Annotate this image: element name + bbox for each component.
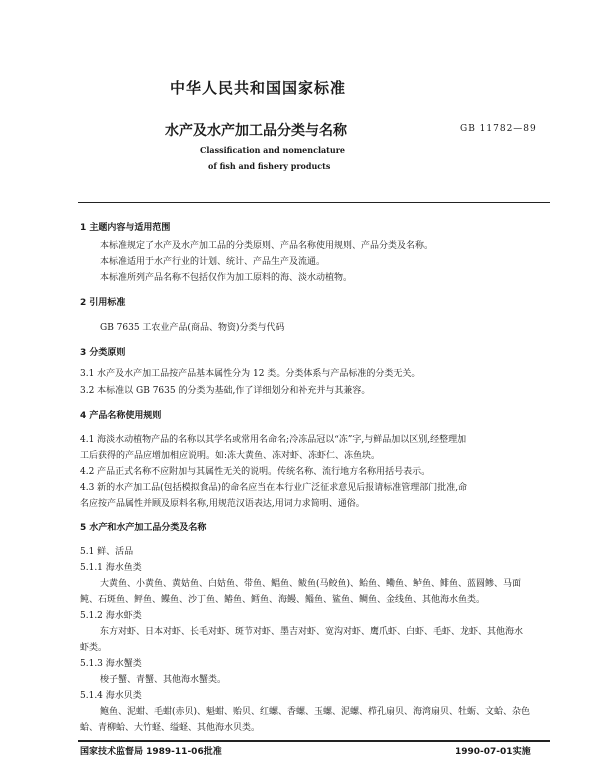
- clause-4-3-line-2: 名应按产品属性并顾及原料名称,用规范汉语表达,用词力求简明、通俗。: [80, 499, 365, 509]
- national-standard-org: 中华人民共和国国家标准: [170, 79, 347, 97]
- header-divider: [78, 202, 550, 203]
- marine-shrimp-list-line-1: 东方对虾、日本对虾、长毛对虾、斑节对虾、墨吉对虾、宽沟对虾、鹰爪虾、白虾、毛虾、龙虾、其他海水: [100, 627, 524, 637]
- clause-5-1-4-heading: 5.1.4 海水贝类: [80, 691, 142, 701]
- section-2-reference: GB 7635 工农业产品(商品、物资)分类与代码: [100, 323, 285, 333]
- clause-4-1-line-2: 工后获得的产品应增加相应说明。如:冻大黄鱼、冻对虾、冻虾仁、冻鱼块。: [80, 451, 381, 461]
- english-title-line2: of fish and fishery products: [208, 161, 331, 171]
- section-5-heading: 5 水产和水产加工品分类及名称: [80, 523, 207, 533]
- clause-5-1-heading: 5.1 鲜、活品: [80, 547, 134, 557]
- standard-code: GB 11782—89: [460, 124, 537, 134]
- marine-shellfish-list-line-1: 鲍鱼、泥蚶、毛蚶(赤贝)、魁蚶、贻贝、红螺、香螺、玉螺、泥螺、栉孔扇贝、海湾扇贝、牡蛎、文蛤、杂色: [100, 707, 531, 717]
- section-1-para-1: 本标准规定了水产及水产加工品的分类原则、产品名称使用规则、产品分类及名称。: [100, 241, 434, 251]
- section-1-para-2: 本标准适用于水产行业的计划、统计、产品生产及流通。: [100, 257, 326, 267]
- approval-date: 国家技术监督局 1989-11-06批准: [80, 747, 222, 757]
- effective-date: 1990-07-01实施: [455, 747, 531, 757]
- marine-crab-list: 梭子蟹、青蟹、其他海水蟹类。: [100, 675, 227, 685]
- marine-fish-list-line-1: 大黄鱼、小黄鱼、黄姑鱼、白姑鱼、带鱼、鲳鱼、鲅鱼(马鲛鱼)、鲐鱼、鳓鱼、鲈鱼、鲱鱼、蓝圆鲹、马面: [100, 579, 522, 589]
- clause-4-3-line-1: 4.3 新的水产加工品(包括模拟食品)的命名应当在本行业广泛征求意见后报请标准管理部门批准,命: [80, 483, 468, 493]
- clause-4-1-line-1: 4.1 海淡水动植物产品的名称以其学名或常用名命名;冷冻品冠以“冻”字,与鲜品加以区别,经整理加: [80, 435, 467, 445]
- document-title: 水产及水产加工品分类与名称: [165, 123, 347, 139]
- english-title-line1: Classification and nomenclature: [200, 145, 345, 155]
- marine-shellfish-list-line-2: 蛤、青柳蛤、大竹蛏、缢蛏、其他海水贝类。: [80, 723, 261, 733]
- section-4-heading: 4 产品名称使用规则: [80, 411, 162, 421]
- section-1-para-3: 本标准所列产品名称不包括仅作为加工原料的海、淡水动植物。: [100, 273, 353, 283]
- clause-5-1-2-heading: 5.1.2 海水虾类: [80, 611, 142, 621]
- clause-5-1-3-heading: 5.1.3 海水蟹类: [80, 659, 142, 669]
- clause-5-1-1-heading: 5.1.1 海水鱼类: [80, 563, 142, 573]
- section-1-heading: 1 主题内容与适用范围: [80, 223, 171, 233]
- clause-4-2: 4.2 产品正式名称不应附加与其属性无关的说明。传统名称、流行地方名称用括号表示。: [80, 467, 431, 477]
- section-2-heading: 2 引用标准: [80, 298, 126, 308]
- section-3-heading: 3 分类原则: [80, 348, 126, 358]
- marine-shrimp-list-line-2: 虾类。: [80, 643, 108, 653]
- marine-fish-list-line-2: 鲀、石斑鱼、鲆鱼、鲽鱼、沙丁鱼、䲠鱼、鳕鱼、海鳗、鲻鱼、鲨鱼、鲷鱼、金线鱼、其他海水鱼类。: [80, 595, 486, 605]
- clause-3-2: 3.2 本标准以 GB 7635 的分类为基础,作了详细划分和补充并与其兼容。: [80, 386, 371, 396]
- clause-3-1: 3.1 水产及水产加工品按产品基本属性分为 12 类。分类体系与产品标准的分类无关。: [80, 369, 421, 379]
- footer-divider: [78, 740, 550, 742]
